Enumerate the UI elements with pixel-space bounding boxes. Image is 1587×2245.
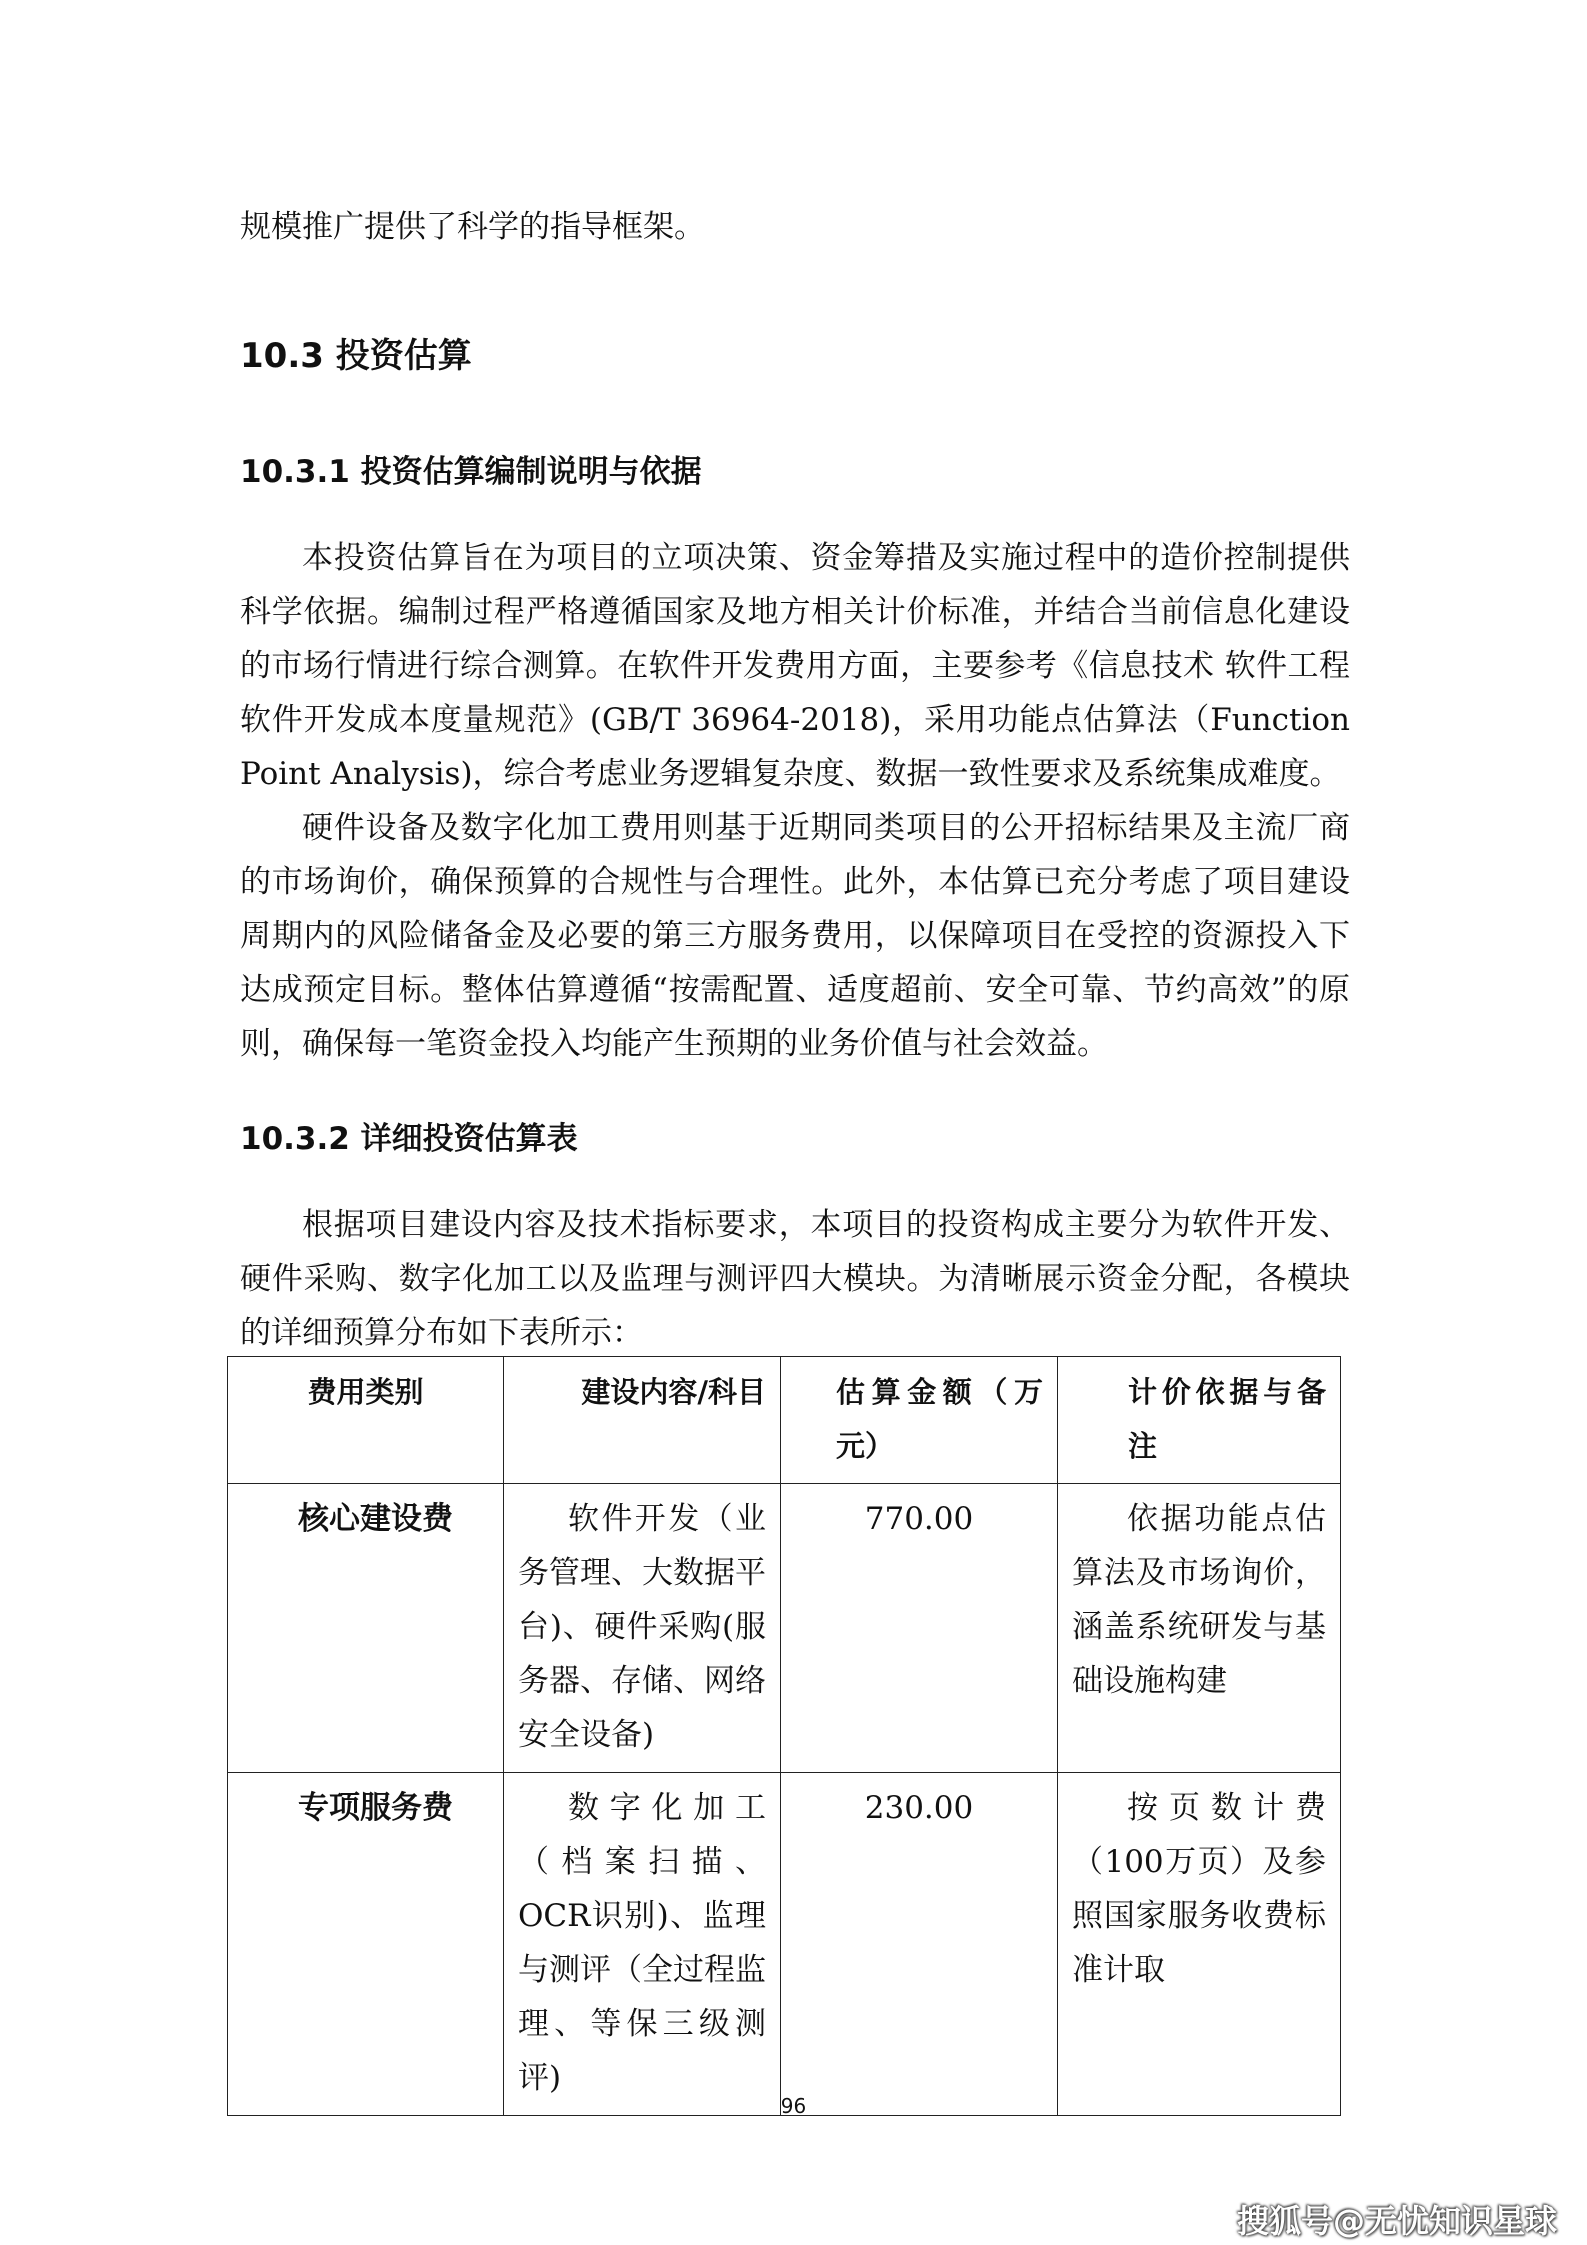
investment-estimate-table (227, 1356, 1341, 2116)
subsection-2-title: 10.3.2 详细投资估算表 (240, 1121, 578, 1157)
table-row (228, 1773, 1341, 2116)
row-content: 软件开发（业务管理、大数据平台)、硬件采购(服务器、存储、网络安全设备) (504, 1484, 781, 1773)
row-amount: 230.00 (781, 1773, 1058, 2116)
section-title: 10.3 投资估算 (240, 336, 472, 376)
row-content: 数字化加工（档案扫描、OCR识别)、监理与测评（全过程监理、等保三级测评) (504, 1773, 781, 2116)
header-category: 费用类别 (228, 1357, 504, 1484)
table-row (228, 1484, 1341, 1773)
intro-tail-text: 规模推广提供了科学的指导框架。 (240, 209, 705, 245)
row-basis: 按页数计费（100万页）及参照国家服务收费标准计取 (1058, 1773, 1341, 2116)
row-basis: 依据功能点估算法及市场询价，涵盖系统研发与基础设施构建 (1058, 1484, 1341, 1773)
row-category: 专项服务费 (228, 1773, 504, 2116)
row-amount: 770.00 (781, 1484, 1058, 1773)
subsection-1-title: 10.3.1 投资估算编制说明与依据 (240, 454, 702, 490)
header-content: 建设内容/科目 (504, 1357, 781, 1484)
subsection-1-paragraph-1: 本投资估算旨在为项目的立项决策、资金筹措及实施过程中的造价控制提供科学依据。编制过程严格遵循国家及地方相关计价标准，并结合当前信息化建设的市场行情进行综合测算。在软件开发费用方面，主要参考《信息技术 软件工程 软件开发成本度量规范》(GB/T 36964-2018)，采用功能点估算法（Function Point Analysis)，综合考虑业务逻辑复杂度、数据一致性要求及系统集成难度。 (240, 540, 1350, 792)
table-header-row (228, 1357, 1341, 1484)
page-number: 96 (780, 2094, 807, 2118)
subsection-2-paragraph: 根据项目建设内容及技术指标要求，本项目的投资构成主要分为软件开发、硬件采购、数字化加工以及监理与测评四大模块。为清晰展示资金分配，各模块的详细预算分布如下表所示： (240, 1207, 1350, 1351)
header-amount: 估算金额（万元） (781, 1357, 1058, 1484)
watermark-text: 搜狐号@无忧知识星球 (1236, 2202, 1557, 2240)
row-category: 核心建设费 (228, 1484, 504, 1773)
subsection-1-paragraph-2: 硬件设备及数字化加工费用则基于近期同类项目的公开招标结果及主流厂商的市场询价，确保预算的合规性与合理性。此外，本估算已充分考虑了项目建设周期内的风险储备金及必要的第三方服务费用，以保障项目在受控的资源投入下达成预定目标。整体估算遵循“按需配置、适度超前、安全可靠、节约高效”的原则，确保每一笔资金投入均能产生预期的业务价值与社会效益。 (240, 810, 1350, 1062)
header-basis: 计价依据与备注 (1058, 1357, 1341, 1484)
